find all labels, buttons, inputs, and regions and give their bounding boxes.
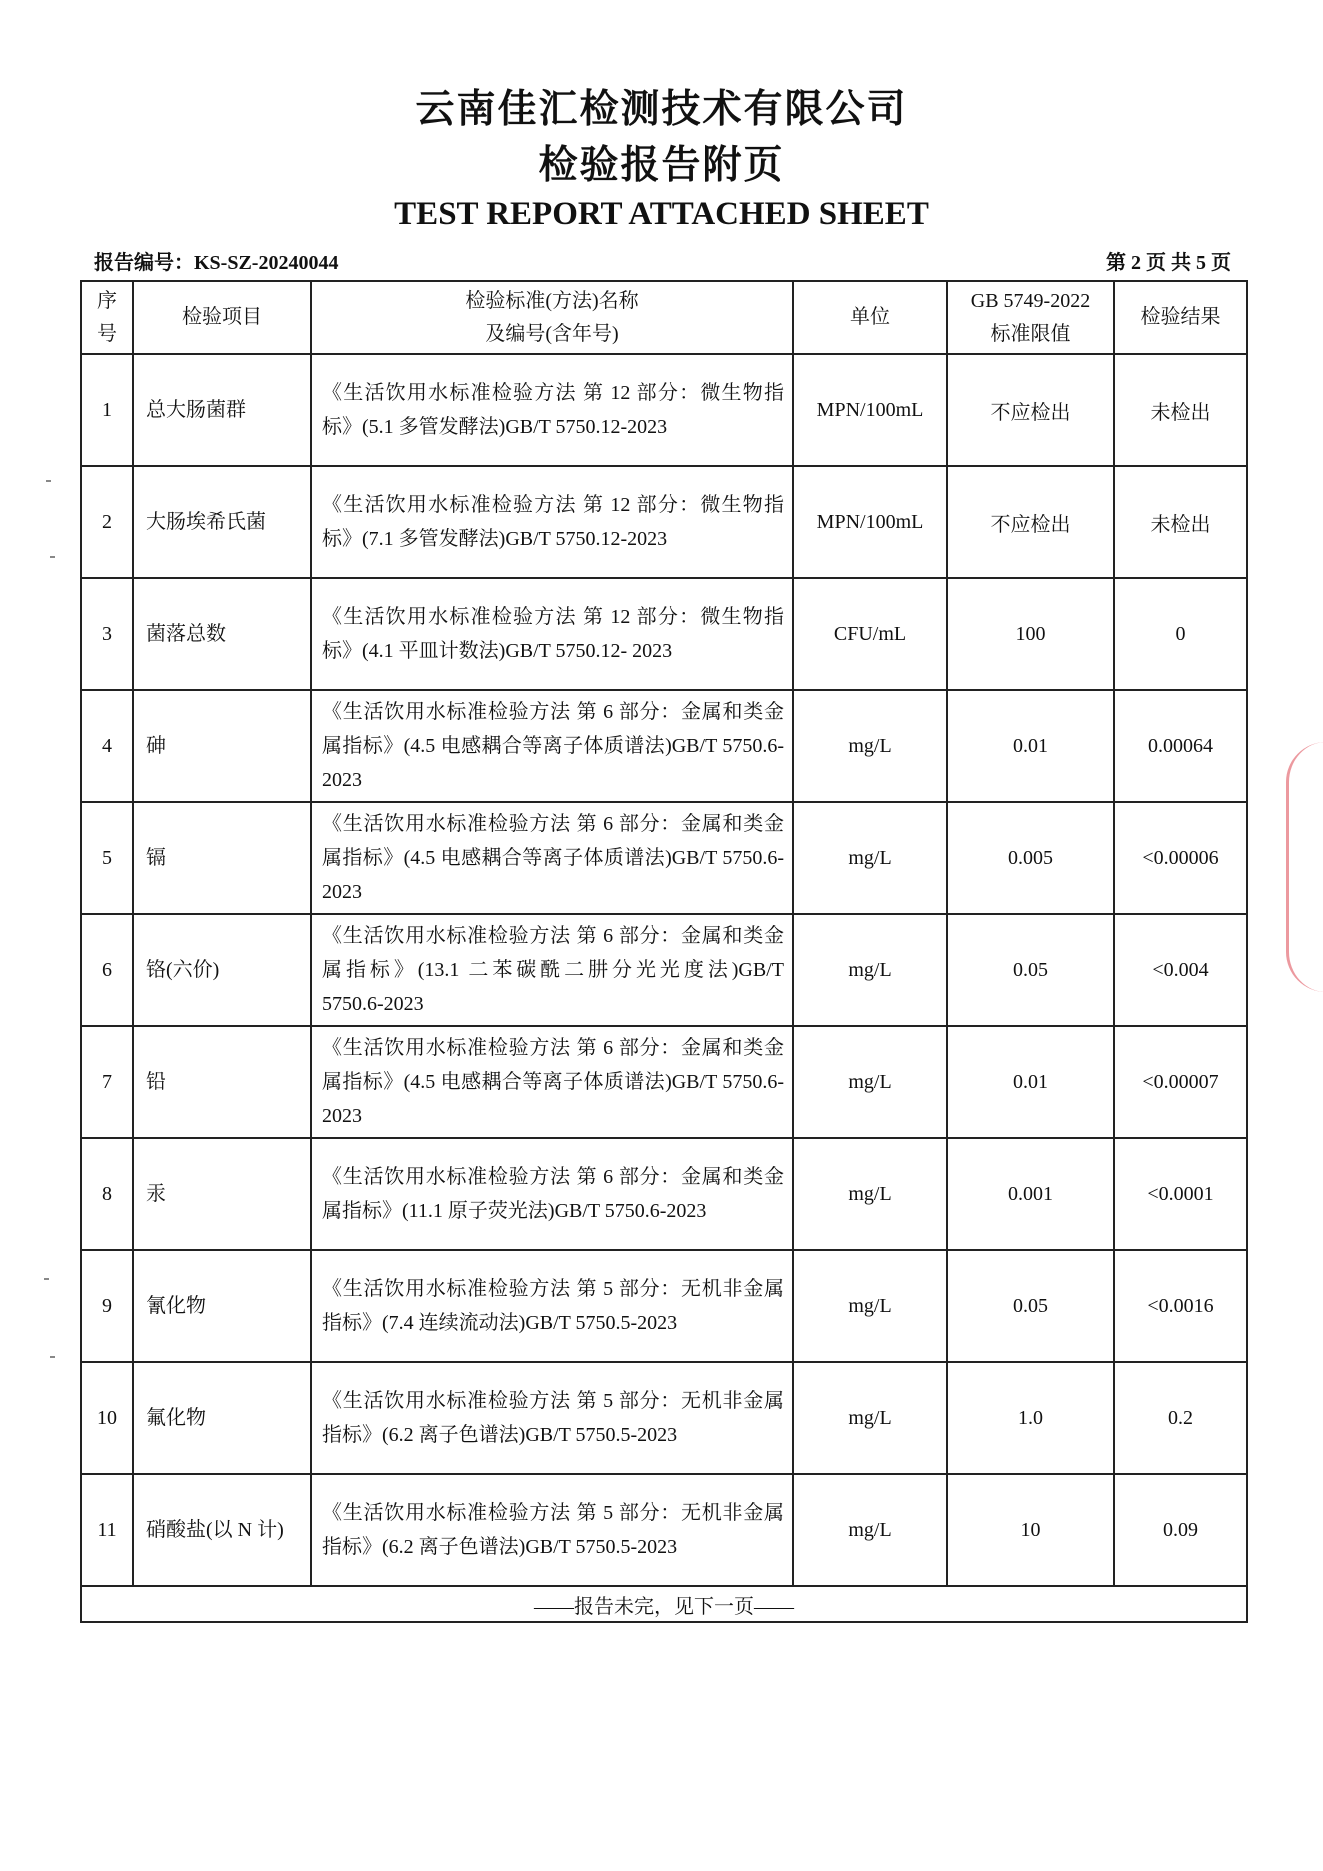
row-number: 11: [81, 1474, 133, 1586]
test-item: 汞: [133, 1138, 311, 1250]
test-standard: 《生活饮用水标准检验方法 第 6 部分：金属和类金属指标》(4.5 电感耦合等离子体质谱法)GB/T 5750.6-2023: [311, 690, 793, 802]
row-number: 7: [81, 1026, 133, 1138]
test-standard: 《生活饮用水标准检验方法 第 5 部分：无机非金属指标》(6.2 离子色谱法)GB/T 5750.5-2023: [311, 1362, 793, 1474]
test-standard: 《生活饮用水标准检验方法 第 5 部分：无机非金属指标》(7.4 连续流动法)GB/T 5750.5-2023: [311, 1250, 793, 1362]
test-result: 0.2: [1114, 1362, 1247, 1474]
table-row: [81, 690, 1247, 802]
table-row: [81, 466, 1247, 578]
row-number: 3: [81, 578, 133, 690]
test-standard: 《生活饮用水标准检验方法 第 6 部分：金属和类金属指标》(4.5 电感耦合等离子体质谱法)GB/T 5750.6-2023: [311, 802, 793, 914]
header-standard: 检验标准(方法)名称 及编号(含年号): [311, 281, 793, 354]
header-result: 检验结果: [1114, 281, 1247, 354]
unit: mg/L: [793, 1026, 947, 1138]
table-header-row: [81, 281, 1247, 354]
table-row: [81, 1362, 1247, 1474]
test-standard: 《生活饮用水标准检验方法 第 12 部分：微生物指标》(4.1 平皿计数法)GB/T 5750.12- 2023: [311, 578, 793, 690]
standard-limit: 0.01: [947, 1026, 1114, 1138]
test-item: 铅: [133, 1026, 311, 1138]
test-standard: 《生活饮用水标准检验方法 第 12 部分：微生物指标》(7.1 多管发酵法)GB/T 5750.12-2023: [311, 466, 793, 578]
standard-limit: 0.05: [947, 1250, 1114, 1362]
test-item: 铬(六价): [133, 914, 311, 1026]
test-standard: 《生活饮用水标准检验方法 第 12 部分：微生物指标》(5.1 多管发酵法)GB/T 5750.12-2023: [311, 354, 793, 466]
row-number: 1: [81, 354, 133, 466]
table-row: [81, 1026, 1247, 1138]
page-info: 第 2 页 共 5 页: [1106, 252, 1231, 274]
standard-limit: 不应检出: [947, 466, 1114, 578]
row-number: 5: [81, 802, 133, 914]
header-no: 序 号: [81, 281, 133, 354]
test-result: 0: [1114, 578, 1247, 690]
row-number: 2: [81, 466, 133, 578]
test-standard: 《生活饮用水标准检验方法 第 5 部分：无机非金属指标》(6.2 离子色谱法)GB/T 5750.5-2023: [311, 1474, 793, 1586]
document-title-en: TEST REPORT ATTACHED SHEET: [394, 196, 929, 232]
test-result: <0.0001: [1114, 1138, 1247, 1250]
scan-mark: [50, 1356, 55, 1358]
test-item: 菌落总数: [133, 578, 311, 690]
test-item: 大肠埃希氏菌: [133, 466, 311, 578]
results-table: [80, 280, 1248, 1623]
table-row: [81, 354, 1247, 466]
test-standard: 《生活饮用水标准检验方法 第 6 部分：金属和类金属指标》(11.1 原子荧光法)GB/T 5750.6-2023: [311, 1138, 793, 1250]
standard-limit: 0.001: [947, 1138, 1114, 1250]
table-row: [81, 1474, 1247, 1586]
header-unit: 单位: [793, 281, 947, 354]
row-number: 9: [81, 1250, 133, 1362]
test-result: <0.00007: [1114, 1026, 1247, 1138]
company-name: 云南佳汇检测技术有限公司: [415, 87, 908, 132]
scan-mark: [50, 556, 55, 558]
header-limit: GB 5749-2022 标准限值: [947, 281, 1114, 354]
test-item: 氟化物: [133, 1362, 311, 1474]
table-row: [81, 802, 1247, 914]
standard-limit: 1.0: [947, 1362, 1114, 1474]
standard-limit: 不应检出: [947, 354, 1114, 466]
test-item: 镉: [133, 802, 311, 914]
standard-limit: 0.05: [947, 914, 1114, 1026]
standard-limit: 0.01: [947, 690, 1114, 802]
test-item: 氰化物: [133, 1250, 311, 1362]
unit: mg/L: [793, 1362, 947, 1474]
table-row: [81, 1138, 1247, 1250]
test-result: 0.00064: [1114, 690, 1247, 802]
document-title: 检验报告附页: [538, 143, 785, 188]
test-item: 砷: [133, 690, 311, 802]
test-item: 总大肠菌群: [133, 354, 311, 466]
unit: mg/L: [793, 1474, 947, 1586]
test-standard: 《生活饮用水标准检验方法 第 6 部分：金属和类金属指标》(4.5 电感耦合等离子体质谱法)GB/T 5750.6-2023: [311, 1026, 793, 1138]
unit: mg/L: [793, 914, 947, 1026]
test-result: <0.0016: [1114, 1250, 1247, 1362]
unit: mg/L: [793, 1138, 947, 1250]
unit: mg/L: [793, 690, 947, 802]
table-footer-note: ——报告未完，见下一页——: [81, 1586, 1247, 1622]
row-number: 4: [81, 690, 133, 802]
scan-mark: [46, 480, 51, 482]
test-standard: 《生活饮用水标准检验方法 第 6 部分：金属和类金属指标》(13.1 二苯碳酰二肼分光光度法)GB/T 5750.6-2023: [311, 914, 793, 1026]
standard-limit: 0.005: [947, 802, 1114, 914]
header-item: 检验项目: [133, 281, 311, 354]
red-seal-stamp: [1286, 742, 1323, 992]
test-item: 硝酸盐(以 N 计): [133, 1474, 311, 1586]
table-row: [81, 1250, 1247, 1362]
test-result: 未检出: [1114, 354, 1247, 466]
unit: mg/L: [793, 802, 947, 914]
test-result: <0.00006: [1114, 802, 1247, 914]
test-result: 未检出: [1114, 466, 1247, 578]
standard-limit: 10: [947, 1474, 1114, 1586]
row-number: 8: [81, 1138, 133, 1250]
scan-mark: [44, 1278, 49, 1280]
unit: MPN/100mL: [793, 354, 947, 466]
unit: MPN/100mL: [793, 466, 947, 578]
table-row: [81, 578, 1247, 690]
row-number: 10: [81, 1362, 133, 1474]
standard-limit: 100: [947, 578, 1114, 690]
row-number: 6: [81, 914, 133, 1026]
test-result: 0.09: [1114, 1474, 1247, 1586]
unit: CFU/mL: [793, 578, 947, 690]
test-result: <0.004: [1114, 914, 1247, 1026]
report-number: 报告编号：KS-SZ-20240044: [94, 252, 339, 274]
unit: mg/L: [793, 1250, 947, 1362]
table-row: [81, 914, 1247, 1026]
